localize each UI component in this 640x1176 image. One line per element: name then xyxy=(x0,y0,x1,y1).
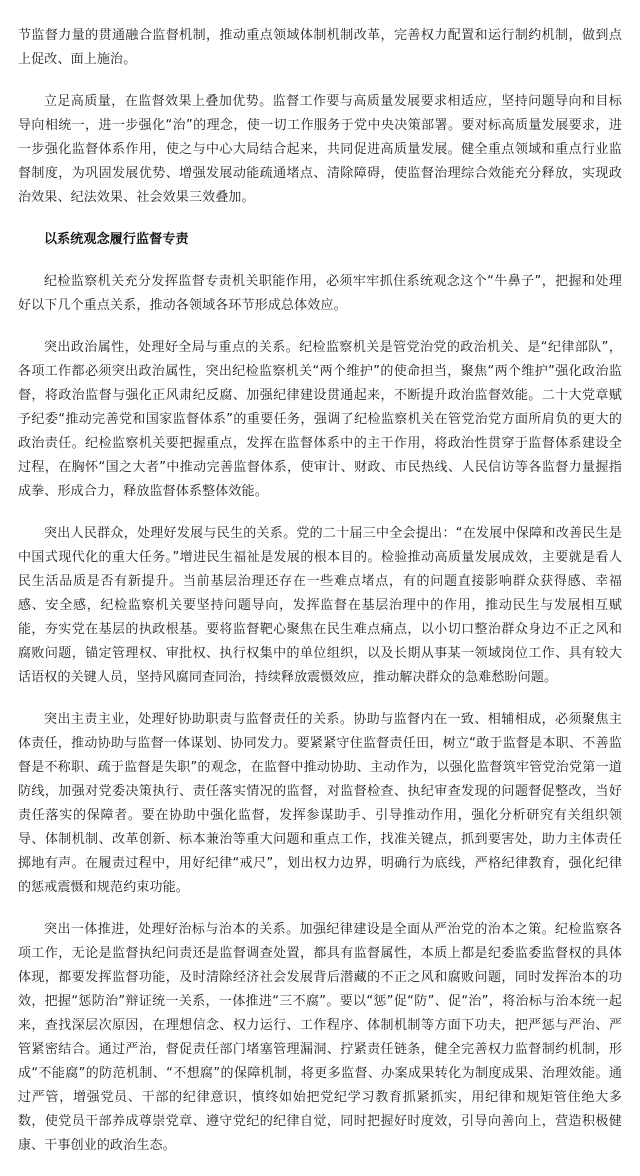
paragraph-integration: 突出一体推进，处理好治标与治本的关系。加强纪律建设是全面从严治党的治本之策。纪检监察各项工作，无论是监督执纪问责还是监督调查处置，都具有监督属性，本质上都是纪委监委监督权的具体体现，都要发挥监督功能，及时清除经济社会发展背后潜藏的不正之风和腐败问题，同时发挥治本的功效，把握“惩防治”辩证统一关系，一体推进“三不腐”。要以“惩”促“防”、促“治”，将治标与治本统一起来，查找深层次原因，在理想信念、权力运行、工作程序、体制机制等方面下功夫，把严惩与严治、严管紧密结合。通过严治，督促责任部门堵塞管理漏洞、拧紧责任链条，健全完善权力监督制约机制，形成“不能腐”的防范机制、“不想腐”的保障机制，将更多监督、办案成果转化为制度成果、治理效能。通过严管，增强党员、干部的纪律意识，慎终如始把党纪学习教育抓紧抓实，用纪律和规矩管住绝大多数，使党员干部养成尊崇党章、遵守党纪的纪律自觉，同时把握好时度效，引导向善向上，营造积极健康、干事创业的政治生态。 xyxy=(18,922,622,1153)
article-body xyxy=(18,24,622,1176)
paragraph-responsibility: 突出主责主业，处理好协助职责与监督责任的关系。协助与监督内在一致、相辅相成，必须聚焦主体责任，推动协助与监督一体谋划、协同发力。要紧紧守住监督责任田，树立“敢于监督是本职、不善监督是不称职、疏于监督是失职”的观念，在监督中推动协助、主动作为，以强化监督筑牢管党治党第一道防线，加强对党委决策执行、责任落实情况的监督，对监督检查、执纪审查发现的问题督促整改，当好责任落实的保障者。要在协助中强化监督，发挥参谋助手、引导推动作用，强化分析研究有关组织领导、体制机制、改革创新、标本兼治等重大问题和重点工作，找准关键点，抓到要害处，助力主体责任掷地有声。在履责过程中，用好纪律“戒尺”，划出权力边界，明确行为底线，严格纪律教育，强化纪律的惩戒震慑和规范约束功能。 xyxy=(18,712,622,895)
section-heading: 以系统观念履行监督专责 xyxy=(44,232,189,247)
paragraph-political: 突出政治属性，处理好全局与重点的关系。纪检监察机关是管党治党的政治机关、是“纪律部队”，各项工作都必须突出政治属性，突出纪检监察机关“两个维护”的使命担当，聚焦“两个维护”强化政治监督，将政治监督与强化正风肃纪反腐、加强纪律建设贯通起来，不断提升政治监督效能。二十大党章赋予纪委“推动完善党和国家监督体系”的重要任务，强调了纪检监察机关在管党治党方面所肩负的更大的政治责任。纪检监察机关要把握重点，发挥在监督体系中的主干作用，将政治性贯穿于监督体系建设全过程，在胸怀“国之大者”中推动完善监督体系，使审计、财政、市民热线、人民信访等各监督力量握指成拳、形成合力，释放监督体系整体效能。 xyxy=(18,340,622,499)
paragraph-continued: 节监督力量的贯通融合监督机制，推动重点领域体制机制改革，完善权力配置和运行制约机制，做到点上促改、面上施治。 xyxy=(18,28,622,67)
paragraph-high-quality: 立足高质量，在监督效果上叠加优势。监督工作要与高质量发展要求相适应，坚持问题导向和目标导向相统一，进一步强化“治”的理念，使一切工作服务于党中央决策部署。要对标高质量发展要求，进一步强化监督体系作用，使之与中心大局结合起来，共同促进高质量发展。健全重点领域和重点行业监督制度，为巩固发展优势、增强发展动能疏通堵点、清除障碍，使监督治理综合效能充分释放，实现政治效果、纪法效果、社会效果三效叠加。 xyxy=(18,94,622,205)
paragraph-intro: 纪检监察机关充分发挥监督专责机关职能作用，必须牢牢抓住系统观念这个“牛鼻子”，把握和处理好以下几个重点关系，推动各领域各环节形成总体效应。 xyxy=(18,274,622,313)
paragraph-people: 突出人民群众，处理好发展与民生的关系。党的二十届三中全会提出：“在发展中保障和改善民生是中国式现代化的重大任务。”增进民生福祉是发展的根本目的。检验推动高质量发展成效，主要就是看人民生活品质是否有新提升。当前基层治理还存在一些难点堵点，有的问题直接影响群众获得感、幸福感、安全感，纪检监察机关要坚持问题导向，发挥监督在基层治理中的作用，推动民生与发展相互赋能，夯实党在基层的执政根基。要将监督靶心聚焦在民生难点痛点，以小切口整治群众身边不正之风和腐败问题，锚定管理权、审批权、执行权集中的单位组织，以及长期从事某一领域岗位工作、具有较大话语权的关键人员，坚持风腐同查同治，持续释放震慑效应，推动解决群众的急难愁盼问题。 xyxy=(18,526,622,685)
